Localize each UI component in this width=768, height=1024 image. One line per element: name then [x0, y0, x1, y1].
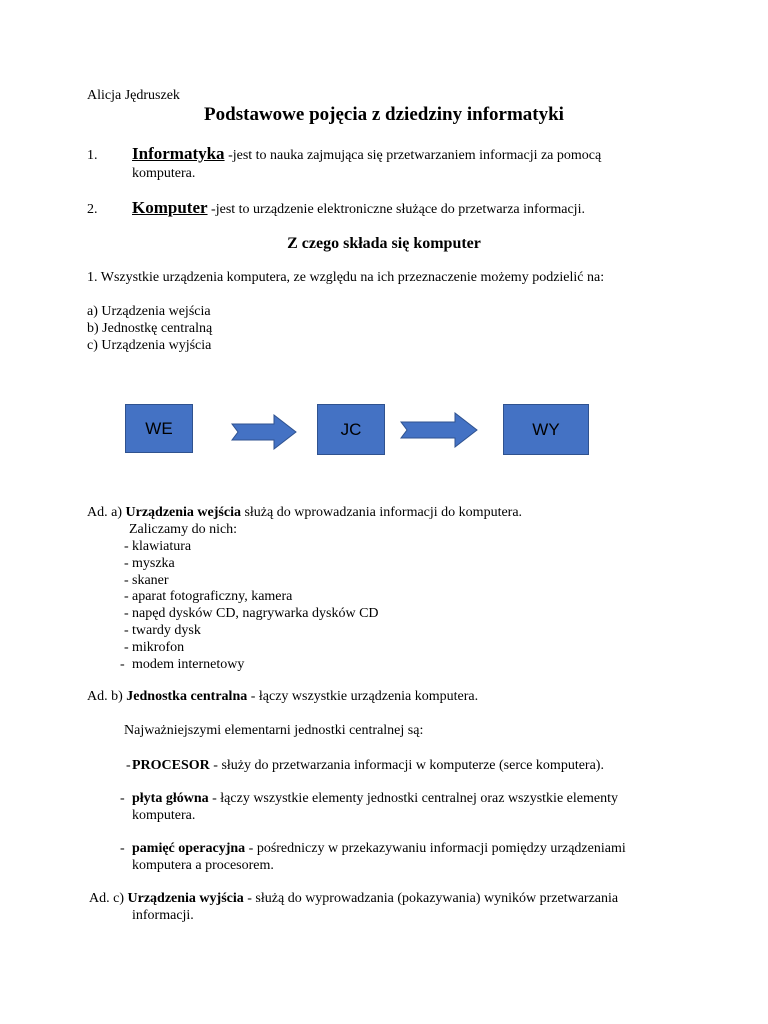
part-b: b) Jednostkę centralną — [87, 321, 213, 336]
element-pamiec-operacyjna — [132, 840, 626, 857]
ad-c-continuation: informacji. — [132, 908, 194, 923]
def-1-line — [132, 145, 601, 164]
ad-a-heading — [87, 504, 522, 521]
ad-b-heading — [87, 688, 478, 705]
def-2-line — [132, 199, 585, 218]
list-item: aparat fotograficzny, kamera — [132, 589, 293, 604]
document-title: Podstawowe pojęcia z dziedziny informatyki — [204, 104, 564, 125]
element-plyta-glowna-text: - łączy wszystkie elementy jednostki centralnej oraz wszystkie elementy — [208, 791, 618, 806]
element-pamiec-operacyjna-continuation: komputera a procesorem. — [132, 858, 274, 873]
def-1-number: 1. — [87, 148, 98, 163]
def-1-term: Informatyka — [132, 144, 225, 163]
element-plyta-glowna-term: płyta główna — [132, 791, 209, 806]
element-procesor — [132, 757, 604, 774]
ad-b-prefix: Ad. b) — [87, 689, 127, 704]
list-item: klawiatura — [132, 539, 192, 554]
ad-a-subheading: Zaliczamy do nich: — [129, 522, 238, 537]
element-plyta-glowna-continuation: komputera. — [132, 808, 196, 823]
part-a: a) Urządzenia wejścia — [87, 304, 211, 319]
element-procesor-term: PROCESOR — [132, 758, 210, 773]
list-item: napęd dysków CD, nagrywarka dysków CD — [132, 606, 379, 621]
element-plyta-glowna — [132, 790, 618, 807]
element-dash: - — [120, 841, 125, 856]
def-2-term: Komputer — [132, 198, 208, 217]
part-c: c) Urządzenia wyjścia — [87, 338, 212, 353]
diagram-box-we: WE — [125, 404, 193, 453]
list-item: skaner — [132, 573, 169, 588]
list-item-dash: - — [124, 573, 129, 588]
element-procesor-text: - służy do przetwarzania informacji w komputerze (serce komputera). — [209, 758, 604, 773]
arrow-right-icon — [230, 414, 298, 450]
list-item-dash: - — [124, 589, 129, 604]
ad-c-prefix: Ad. c) — [89, 891, 128, 906]
ad-c-heading — [89, 890, 618, 907]
diagram-box-wy: WY — [503, 404, 589, 455]
ad-b-subheading: Najważniejszymi elementarni jednostki centralnej są: — [124, 723, 424, 738]
diagram-box-jc: JC — [317, 404, 385, 455]
element-pamiec-operacyjna-text: - pośredniczy w przekazywaniu informacji pomiędzy urządzeniami — [245, 841, 626, 856]
def-1-continuation: komputera. — [132, 166, 196, 181]
list-item: myszka — [132, 556, 175, 571]
list-item-dash: - — [124, 623, 129, 638]
ad-a-text: służą do wprowadzania informacji do komputera. — [240, 505, 523, 520]
list-item: modem internetowy — [132, 657, 245, 672]
author-name: Alicja Jędruszek — [87, 88, 180, 103]
ad-c-text: - służą do wyprowadzania (pokazywania) wyników przetwarzania — [243, 891, 619, 906]
list-item-dash: - — [124, 640, 129, 655]
ad-a-prefix: Ad. a) — [87, 505, 126, 520]
list-item-dash: - — [120, 657, 125, 672]
def-1-text: -jest to nauka zajmująca się przetwarzaniem informacji za pomocą — [224, 148, 602, 163]
intro-text: 1. Wszystkie urządzenia komputera, ze względu na ich przeznaczenie możemy podzielić na: — [87, 270, 605, 285]
arrow-right-icon — [399, 412, 479, 448]
element-pamiec-operacyjna-term: pamięć operacyjna — [132, 841, 246, 856]
list-item: twardy dysk — [132, 623, 201, 638]
list-item-dash: - — [124, 539, 129, 554]
ad-c-term: Urządzenia wyjścia — [127, 891, 244, 906]
ad-b-text: - łączy wszystkie urządzenia komputera. — [247, 689, 479, 704]
list-item: mikrofon — [132, 640, 185, 655]
ad-a-term: Urządzenia wejścia — [125, 505, 241, 520]
section-subtitle: Z czego składa się komputer — [287, 235, 481, 252]
ad-b-term: Jednostka centralna — [126, 689, 248, 704]
def-2-number: 2. — [87, 202, 98, 217]
list-item-dash: - — [124, 556, 129, 571]
element-dash: - — [120, 791, 125, 806]
element-dash: - — [126, 758, 131, 773]
def-2-text: -jest to urządzenie elektroniczne służące do przetwarza informacji. — [207, 202, 585, 217]
list-item-dash: - — [124, 606, 129, 621]
